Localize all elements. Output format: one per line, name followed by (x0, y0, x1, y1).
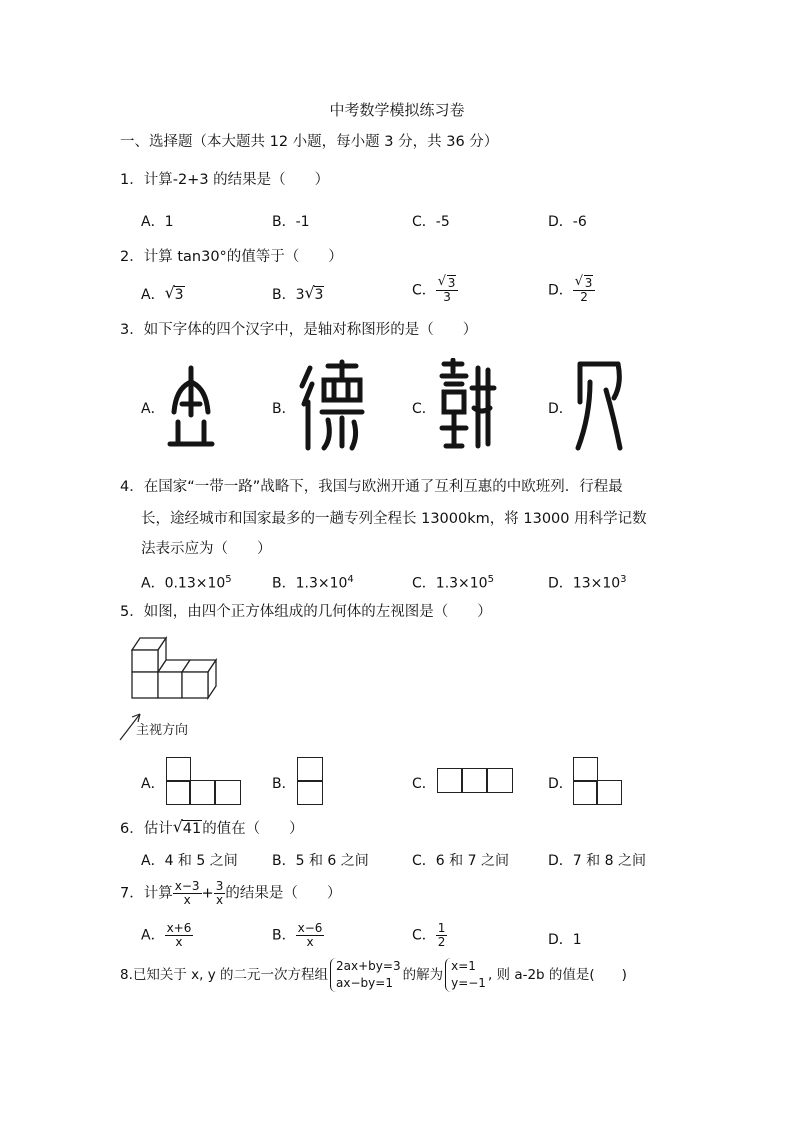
q3-option-d-label[interactable]: D． (548, 401, 573, 417)
view-square (573, 780, 598, 805)
view-square (437, 768, 463, 793)
fraction (165, 922, 194, 949)
question-7-stem (120, 880, 341, 907)
stem-suffix: , 则 a-2b 的值是( ) (487, 967, 627, 983)
radicand: 3 (174, 287, 184, 303)
question-5-stem: 5．如图，由四个正方体组成的几何体的左视图是（ ） (120, 604, 492, 620)
q6-option-d[interactable]: D．7 和 8 之间 (548, 853, 646, 869)
q6-option-b[interactable]: B．5 和 6 之间 (272, 853, 369, 869)
option-letter: C． (412, 927, 436, 944)
option-exponent: 4 (347, 574, 354, 585)
denominator: 3 (443, 290, 451, 304)
q1-option-d[interactable]: D．-6 (548, 214, 587, 230)
option-letter: D． (548, 282, 573, 299)
equation-2: ax−by=1 (336, 976, 393, 990)
sqrt-expression: √ 41 (172, 817, 202, 837)
view-square (189, 780, 216, 805)
q4-option-b[interactable] (272, 571, 354, 593)
view-square (461, 768, 488, 793)
q6-option-a[interactable]: A．4 和 5 之间 (141, 853, 238, 869)
view-square (573, 757, 598, 782)
q3-option-a-label[interactable]: A． (141, 401, 165, 417)
numerator-radicand: 3 (584, 276, 593, 290)
q5-option-c-label[interactable]: C． (412, 776, 436, 792)
numerator: x−6 (297, 921, 323, 935)
q4-option-c[interactable] (412, 571, 494, 593)
option-letter: C． (412, 575, 436, 592)
question-1-stem: 1．计算-2+3 的结果是（ ） (120, 172, 330, 188)
denominator: x (183, 893, 191, 907)
solution-system (445, 958, 486, 992)
q2-option-b[interactable] (272, 283, 324, 304)
solution-y: y=−1 (451, 976, 486, 990)
numerator-radicand: 3 (447, 276, 456, 290)
solution-x: x=1 (451, 959, 476, 973)
seal-character-de-icon (298, 358, 366, 454)
option-exponent: 5 (487, 574, 494, 585)
denominator: x (215, 893, 224, 907)
radicand: 41 (182, 821, 202, 837)
numerator: x−3 (174, 879, 200, 893)
equation-1: 2ax+by=3 (336, 959, 401, 973)
q1-option-b[interactable]: B．-1 (272, 214, 310, 230)
q6-option-c[interactable]: C．6 和 7 之间 (412, 853, 509, 869)
q2-option-a[interactable] (141, 283, 185, 304)
option-letter: A． (141, 927, 165, 944)
view-square (596, 780, 622, 805)
option-exponent: 3 (620, 574, 627, 585)
option-letter: B． (272, 287, 296, 303)
equation-system (330, 958, 401, 992)
direction-label: 主视方向 (136, 723, 189, 738)
q2-option-d[interactable] (548, 274, 595, 304)
question-3-stem: 3．如下字体的四个汉字中，是轴对称图形的是（ ） (120, 322, 478, 338)
option-letter: D． (548, 575, 573, 592)
question-4-line-3: 法表示应为（ ） (141, 541, 272, 557)
question-4-line-2: 长，途经城市和国家最多的一趟专列全程长 13000km，将 13000 用科学记数 (141, 511, 647, 527)
q3-option-b-label[interactable]: B． (272, 401, 296, 417)
question-8-stem (120, 958, 627, 992)
option-letter: D． (548, 932, 573, 948)
q4-option-d[interactable] (548, 571, 627, 593)
stem-prefix: 8.已知关于 x, y 的二元一次方程组 (120, 967, 329, 983)
denominator: x (175, 935, 183, 949)
seal-character-dui-icon (438, 358, 498, 452)
view-square (166, 757, 191, 782)
view-square (297, 757, 323, 782)
fraction (214, 880, 226, 907)
q5-option-d-label[interactable]: D． (548, 776, 573, 792)
q5-option-b-label[interactable]: B． (272, 776, 296, 792)
option-base: 1.3×10 (295, 575, 348, 592)
option-value: 1 (572, 932, 582, 948)
plus-sign: + (201, 885, 214, 902)
q7-option-a[interactable] (141, 922, 193, 949)
option-base: 13×10 (572, 575, 621, 592)
q1-option-a[interactable]: A．1 (141, 214, 174, 230)
view-square (297, 780, 323, 805)
sqrt-expression: √ 3 (304, 283, 324, 303)
stem-suffix: 的值在（ ） (202, 821, 304, 837)
q4-option-a[interactable] (141, 571, 232, 593)
stem-suffix: 的结果是（ ） (225, 885, 342, 902)
denominator: x (306, 935, 314, 949)
q5-option-a-label[interactable]: A． (141, 776, 165, 792)
stem-middle: 的解为 (402, 967, 444, 983)
fraction: √ 3 3 (436, 277, 459, 304)
option-letter: B． (272, 927, 296, 944)
seal-character-li-icon (160, 360, 222, 452)
q7-option-b[interactable] (272, 922, 324, 949)
section-heading: 一、选择题（本大题共 12 小题，每小题 3 分，共 36 分） (120, 134, 499, 150)
fraction (296, 922, 325, 949)
option-letter: C． (412, 282, 436, 299)
option-letter: A． (141, 287, 165, 303)
option-base: 0.13×10 (164, 575, 226, 592)
sqrt-expression: √ 3 (164, 283, 184, 303)
q2-option-c[interactable] (412, 274, 458, 304)
option-base: 1.3×10 (435, 575, 488, 592)
fraction (173, 880, 202, 907)
coefficient: 3 (295, 287, 305, 303)
question-2-stem: 2．计算 tan30°的值等于（ ） (120, 249, 343, 265)
question-6-stem (120, 817, 304, 838)
numerator: 3 (215, 879, 224, 893)
seal-character-chi-icon (572, 356, 626, 454)
stem-prefix: 7．计算 (120, 885, 173, 902)
fraction (436, 922, 448, 949)
view-square (486, 768, 513, 793)
numerator: 1 (437, 921, 446, 935)
numerator: x+6 (166, 921, 192, 935)
question-4-line-1: 4．在国家“一带一路”战略下，我国与欧洲开通了互利互惠的中欧班列．行程最 (120, 479, 623, 495)
q3-option-c-label[interactable]: C． (412, 401, 436, 417)
radicand: 3 (314, 287, 324, 303)
denominator: 2 (580, 290, 588, 304)
option-letter: A． (141, 575, 165, 592)
stem-prefix: 6．估计 (120, 821, 173, 837)
option-exponent: 5 (225, 574, 232, 585)
page-title: 中考数学模拟练习卷 (329, 101, 465, 119)
q1-option-c[interactable]: C．-5 (412, 214, 450, 230)
fraction: √ 3 2 (573, 277, 596, 304)
option-letter: B． (272, 575, 296, 592)
denominator: 2 (437, 935, 446, 949)
view-square (214, 780, 241, 805)
view-square (166, 780, 191, 805)
q7-option-c[interactable] (412, 922, 447, 949)
q7-option-d[interactable] (548, 931, 582, 949)
